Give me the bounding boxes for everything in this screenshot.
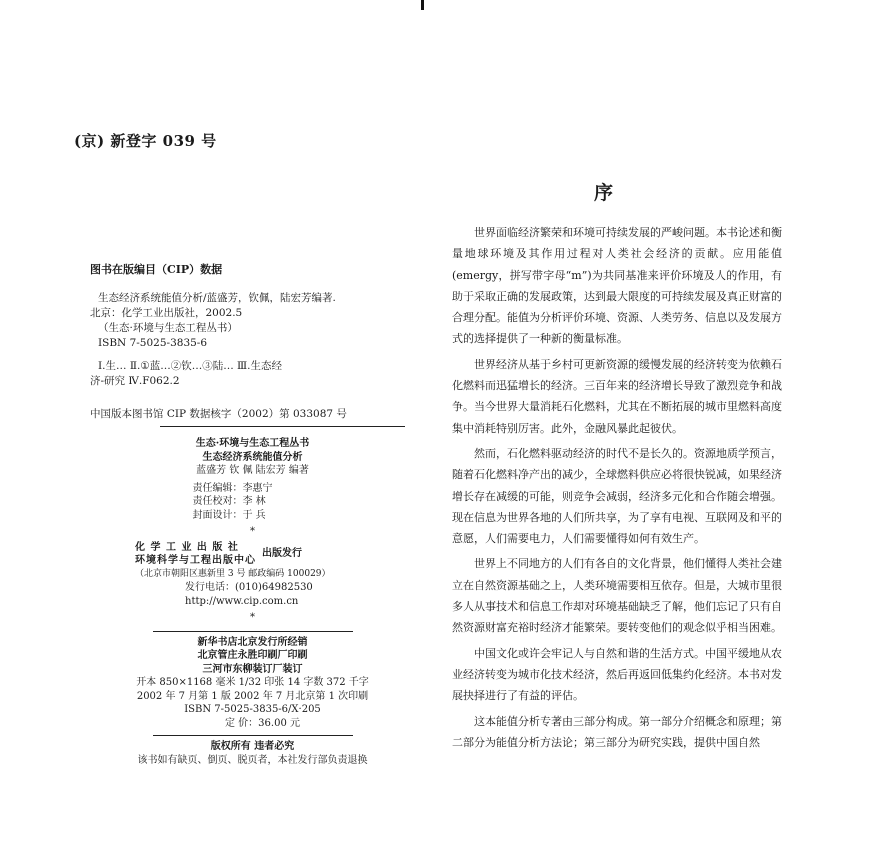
preface-paragraph: 世界上不同地方的人们有各自的文化背景，他们懂得人类社会建立在自然资源基础之上，人类环境需要相互依存。但是，大城市里很多人从事技术和信息工作却对环境基础缺乏了解，他们忘记了只有自然资源财富充裕时经济才能繁荣。要转变他们的观念似乎相当困难。 [452, 557, 782, 635]
cip-data-block [90, 262, 440, 422]
scan-mark [421, 0, 424, 10]
credits [193, 482, 313, 523]
designer-credit: 封面设计：于 兵 [192, 509, 266, 521]
publisher-block [135, 541, 370, 609]
publisher-url: http://www.cip.com.cn [185, 595, 299, 607]
publisher-phone: 发行电话：(010)64982530 [185, 582, 313, 593]
cip-classification: 济-研究 Ⅳ.F062.2 [90, 375, 180, 387]
cip-line: ISBN 7-5025-3835-6 [98, 337, 208, 349]
series-name: 生态·环境与生态工程丛书 [195, 438, 310, 449]
rights-notice: 版权所有 违者必究 [210, 741, 295, 752]
proofreader-credit: 责任校对：李 林 [192, 496, 266, 507]
return-notice: 该书如有缺页、倒页、脱页者，本社发行部负责退换 [137, 754, 368, 766]
cip-line: 生态经济系统能值分析/蓝盛芳，钦佩，陆宏芳编著. [98, 292, 336, 304]
editor-credit: 责任编辑：李惠宁 [192, 482, 273, 494]
edition-info: 2002 年 7 月第 1 版 2002 年 7 月北京第 1 次印刷 [136, 690, 369, 702]
book-authors: 蓝盛芳 钦 佩 陆宏芳 编著 [196, 465, 309, 476]
preface-title: 序 [594, 182, 614, 204]
divider-line [160, 426, 405, 427]
cip-line: 北京：化学工业出版社，2002.5 [90, 307, 243, 319]
publisher-name: 化 学 工 业 出 版 社 [135, 541, 239, 553]
preface-paragraph: 然而，石化燃料驱动经济的时代不是长久的。资源地质学预言，随着石化燃料净产出的减少，全球燃料供应必将很快锐减，如果经济增长存在减缓的可能，则竞争会减弱，经济多元化和合作随会增强。现在信息为世界各地的人们所共享，为了享有电视、互联网及和平的意愿，人们需要电力，人们需要懂得如何有效生产。 [452, 446, 782, 546]
preface-paragraph: 世界经济从基于乡村可更新资源的缓慢发展的经济转变为依赖石化燃料而迅猛增长的经济。三百年来的经济增长导致了激烈竞争和战争。当今世界大量消耗石化燃料，尤其在不断拓展的城市里燃料高度集中消耗特别厉害。此外，金融风暴此起彼伏。 [452, 357, 782, 435]
distributor: 新华书店北京发行所经销 [197, 636, 308, 648]
printer: 北京管庄永胜印刷厂印刷 [197, 650, 308, 661]
price: 定 价：36.00 元 [225, 717, 300, 729]
preface-paragraph: 中国文化或许会牢记人与自然和谐的生活方式。中国平缓地从农业经济转变为城市化技术经济，然后再返回低集约化经济。本书对发展抉择进行了有益的评估。 [452, 646, 782, 703]
cip-heading: 图书在版编目（CIP）数据 [90, 263, 223, 276]
binder: 三河市东柳装订厂装订 [202, 663, 303, 675]
publisher-suffix: 出版发行 [262, 548, 302, 560]
book-specs: 开本 850×1168 毫米 1/32 印张 14 字数 372 千字 [136, 677, 369, 688]
registration-number: (京) 新登字 039 号 [74, 132, 217, 150]
divider-line [153, 735, 353, 736]
cip-line: （生态·环境与生态工程丛书） [98, 322, 238, 334]
printers [125, 636, 380, 677]
publisher-address: （北京市朝阳区惠新里 3 号 邮政编码 100029） [135, 568, 331, 579]
separator-star: * [250, 612, 255, 623]
preface-body [452, 222, 782, 757]
preface-paragraph: 这本能值分析专著由三部分构成。第一部分介绍概念和原理；第二部分为能值分析方法论；第三部分为研究实践，提供中国自然 [452, 714, 782, 749]
separator-star: * [250, 526, 255, 537]
divider-line [153, 631, 353, 632]
isbn-code: ISBN 7-5025-3835-6/X·205 [184, 704, 321, 715]
colophon [125, 437, 380, 767]
preface-paragraph: 世界面临经济繁荣和环境可持续发展的严峻问题。本书论述和衡量地球环境及其作用过程对人类社会经济的贡献。应用能值(emergy，拼写带字母“m”)为共同基准来评价环境及人的作用，有助于采取正确的发展政策，达到最大限度的可持续发展及真正财富的合理分配。能值为分析评价环境、资源、人类劳务、信息以及发展方式的选择提供了一种新的衡量标准。 [452, 226, 782, 346]
book-title: 生态经济系统能值分析 [202, 451, 303, 463]
cip-number: 中国版本图书馆 CIP 数据核字（2002）第 033087 号 [90, 408, 347, 420]
cip-classification: Ⅰ.生… Ⅱ.①蓝…②钦…③陆… Ⅲ.生态经 [98, 360, 283, 372]
publisher-center: 环境科学与工程出版中心 [135, 555, 256, 566]
